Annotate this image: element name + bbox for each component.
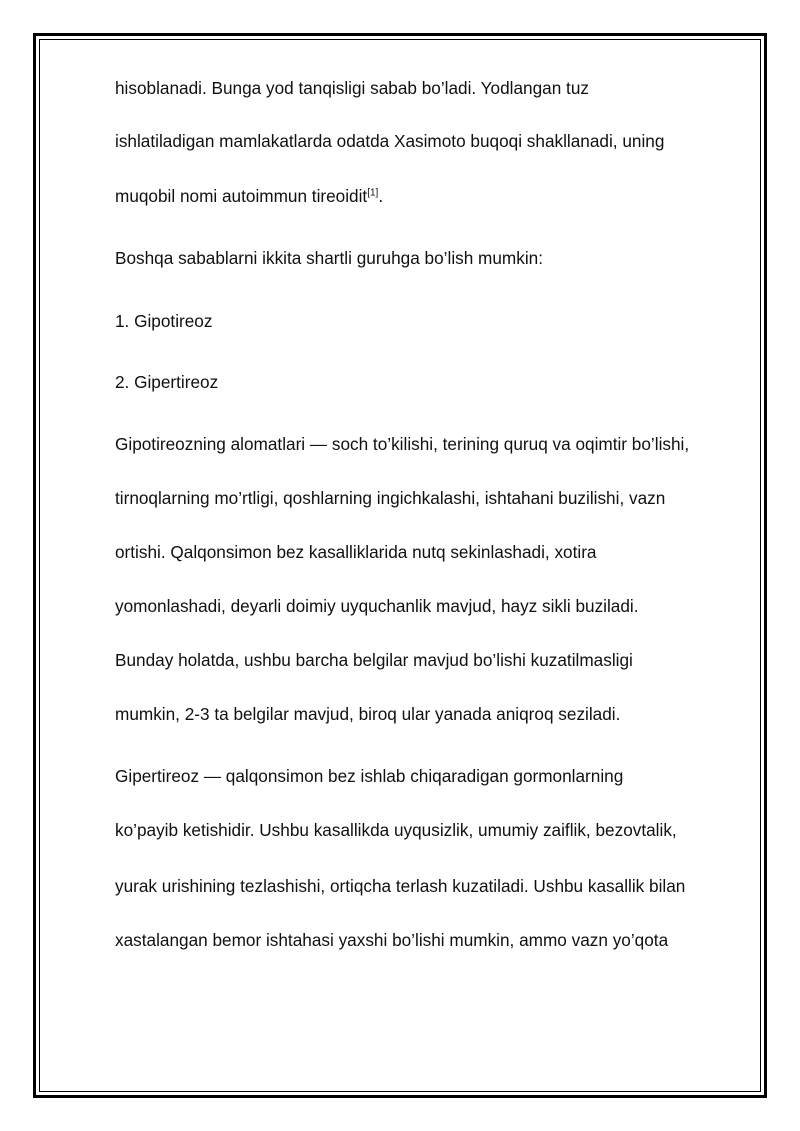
- list-item-2: 2. Gipertireoz: [115, 372, 219, 392]
- text-line-3-body: muqobil nomi autoimmun tireoidit: [115, 186, 368, 206]
- text-line-10: yomonlashadi, deyarli doimiy uyquchanlik mavjud, hayz sikli buziladi.: [115, 596, 639, 616]
- text-line-14: ko’payib ketishidir. Ushbu kasallikda uyqusizlik, umumiy zaiflik, bezovtalik,: [115, 820, 677, 840]
- text-line-12: mumkin, 2-3 ta belgilar mavjud, biroq ular yanada aniqroq seziladi.: [115, 704, 621, 724]
- list-item-1: 1. Gipotireoz: [115, 311, 213, 331]
- text-line-8: tirnoqlarning mo’rtligi, qoshlarning ingichkalashi, ishtahani buzilishi, vazn: [115, 488, 666, 508]
- footnote-reference[interactable]: [1]: [367, 187, 379, 199]
- text-line-1: hisoblanadi. Bunga yod tanqisligi sabab bo’ladi. Yodlangan tuz: [115, 78, 589, 98]
- text-line-3-end: .: [378, 186, 384, 206]
- text-line-13: Gipertireoz — qalqonsimon bez ishlab chiqaradigan gormonlarning: [115, 766, 624, 786]
- text-line-16: xastalangan bemor ishtahasi yaxshi bo’lishi mumkin, ammo vazn yo’qota: [115, 930, 669, 950]
- text-line-11: Bunday holatda, ushbu barcha belgilar mavjud bo’lishi kuzatilmasligi: [115, 650, 633, 670]
- text-line-9: ortishi. Qalqonsimon bez kasalliklarida nutq sekinlashadi, xotira: [115, 542, 597, 562]
- text-line-7: Gipotireozning alomatlari — soch to’kilishi, terining quruq va oqimtir bo’lishi,: [115, 434, 690, 454]
- text-line-4: Boshqa sabablarni ikkita shartli guruhga bo’lish mumkin:: [115, 248, 544, 268]
- text-line-15: yurak urishining tezlashishi, ortiqcha terlash kuzatiladi. Ushbu kasallik bilan: [115, 876, 686, 896]
- text-line-3: [115, 186, 383, 206]
- text-line-2: ishlatiladigan mamlakatlarda odatda Xasimoto buqoqi shakllanadi, uning: [115, 131, 665, 151]
